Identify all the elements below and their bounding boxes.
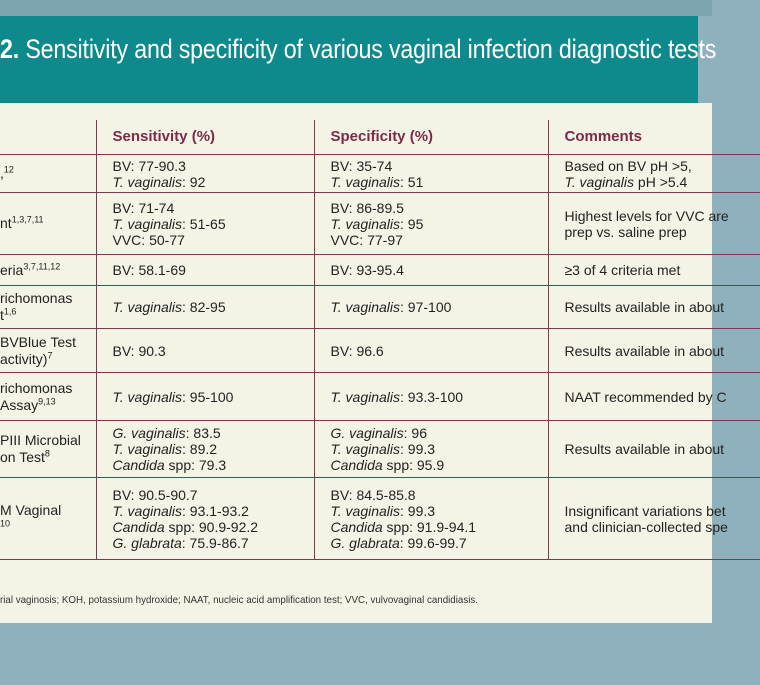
sensitivity-cell [96, 155, 314, 193]
specificity-label: BV: [330, 157, 357, 174]
specificity-label: Candida [330, 457, 383, 473]
table-number: 2. [0, 34, 20, 64]
sensitivity-cell [96, 478, 314, 560]
sensitivity-line: T. vaginalis: 82-95 [112, 299, 226, 315]
comments-cell [548, 193, 760, 255]
sensitivity-label: BV: [112, 486, 139, 503]
test-name-line: eria$^{3,7,11,12}$ [0, 260, 61, 278]
specificity-label: G. glabrata [330, 534, 400, 551]
comments-line: Results available in about [564, 441, 725, 457]
specificity-cell [314, 478, 548, 560]
table-title [0, 34, 717, 65]
specificity-label: T. vaginalis [330, 502, 401, 519]
specificity-line: T. vaginalis: 97-100 [330, 299, 452, 315]
specificity-label: BV: [330, 486, 357, 503]
sensitivity-label: T. vaginalis [112, 502, 183, 519]
comments-line: prep vs. saline prep [564, 223, 687, 240]
comments-line: ≥3 of 4 criteria met [564, 262, 681, 278]
sensitivity-label: VVC: [112, 231, 150, 248]
comments-line: NAAT recommended by C [564, 388, 727, 405]
comments-line: Results available in about [564, 299, 725, 315]
reference-superscript: 1,6 [3, 306, 17, 317]
sensitivity-cell [96, 421, 314, 478]
comments-line: T. vaginalis pH >5.4 [564, 173, 688, 190]
test-name-line: on Test$^8$ [0, 448, 50, 465]
comments-line: Based on BV pH >5, [564, 157, 692, 174]
test-name-cell [0, 255, 96, 286]
specificity-label: T. vaginalis [330, 215, 401, 232]
test-name-cell [0, 373, 96, 421]
sensitivity-label: T. vaginalis [112, 441, 183, 457]
test-name-line: activity)$^7$ [0, 349, 53, 367]
col-header-specificity: Specificity (%) [314, 120, 548, 155]
test-name-line [0, 519, 96, 536]
sensitivity-label: T. vaginalis [112, 388, 183, 405]
specificity-line: G. vaginalis: 96 [330, 425, 428, 441]
table-row [0, 478, 760, 560]
reference-superscript: 3,7,11,12 [23, 260, 61, 271]
test-name-line: richomonas [0, 290, 73, 306]
sensitivity-line: T. vaginalis: 92 [112, 173, 206, 190]
specificity-label: T. vaginalis [330, 388, 401, 405]
specificity-line: BV: 84.5-85.8 [330, 486, 416, 503]
sensitivity-line: BV: 90.3 [112, 342, 166, 359]
specificity-cell [314, 255, 548, 286]
test-name-cell [0, 286, 96, 329]
sensitivity-label: BV: [112, 342, 139, 359]
test-name-cell [0, 421, 96, 478]
col-header-comments: Comments [548, 120, 760, 155]
sensitivity-line: BV: 90.5-90.7 [112, 486, 198, 503]
sensitivity-line: T. vaginalis: 95-100 [112, 388, 234, 405]
table-row [0, 421, 760, 478]
comments-cell [548, 155, 760, 193]
reference-superscript: 1,3,7,11 [11, 214, 44, 225]
sensitivity-label: T. vaginalis [112, 299, 183, 315]
comments-line: Highest levels for VVC are [564, 207, 729, 224]
test-name-line: ,$^{12}$ [0, 164, 14, 181]
comments-line: and clinician-collected spe [564, 518, 728, 535]
test-name-cell [0, 193, 96, 255]
specificity-label: T. vaginalis [330, 299, 401, 315]
sensitivity-label: T. vaginalis [112, 173, 183, 190]
comments-line: Results available in about [564, 342, 725, 359]
specificity-cell [314, 329, 548, 373]
table-row [0, 193, 760, 255]
test-name-cell [0, 329, 96, 373]
specificity-label: Candida [330, 518, 383, 535]
comments-cell [548, 478, 760, 560]
comments-cell [548, 329, 760, 373]
top-band [0, 0, 712, 16]
reference-superscript: 10 [0, 517, 11, 528]
specificity-line: BV: 93-95.4 [330, 262, 404, 278]
sensitivity-line: G. vaginalis: 83.5 [112, 425, 221, 441]
specificity-line: T. vaginalis: 99.3 [330, 502, 436, 519]
sensitivity-label: BV: [112, 199, 139, 216]
specificity-cell [314, 193, 548, 255]
col-header-sensitivity: Sensitivity (%) [96, 120, 314, 155]
table-row [0, 286, 760, 329]
sensitivity-label: T. vaginalis [112, 215, 183, 232]
specificity-label: T. vaginalis [330, 173, 401, 190]
specificity-label: BV: [330, 199, 357, 216]
specificity-cell [314, 421, 548, 478]
table-row [0, 373, 760, 421]
sensitivity-label: BV: [112, 157, 139, 174]
specificity-line: T. vaginalis: 93.3-100 [330, 388, 464, 405]
specificity-label: G. vaginalis [330, 425, 404, 441]
table-row [0, 155, 760, 193]
comments-cell [548, 286, 760, 329]
sensitivity-line: Candida spp: 79.3 [112, 457, 227, 473]
sensitivity-cell [96, 329, 314, 373]
specificity-line: Candida spp: 91.9-94.1 [330, 518, 477, 535]
footnote: rial vaginosis; KOH, potassium hydroxide; NAAT, nucleic acid amplification test; VVC, vulvovaginal candidiasis. [0, 594, 478, 606]
sensitivity-label: Candida [112, 518, 165, 535]
comments-cell [548, 421, 760, 478]
sensitivity-label: G. glabrata [112, 534, 182, 551]
sensitivity-label: G. vaginalis [112, 425, 186, 441]
table-title-text: Sensitivity and specificity of various vaginal infection diagnostic tests [25, 34, 717, 64]
comments-line: Insignificant variations bet [564, 502, 726, 519]
reference-superscript: 9,13 [38, 395, 56, 406]
specificity-cell [314, 373, 548, 421]
test-name-line: PIII Microbial [0, 432, 81, 448]
sensitivity-line: BV: 71-74 [112, 199, 175, 216]
diagnostic-tests-table [0, 120, 760, 560]
sensitivity-cell [96, 255, 314, 286]
reference-superscript: 12 [3, 164, 14, 175]
specificity-line: VVC: 77-97 [330, 231, 403, 248]
comments-cell [548, 255, 760, 286]
specificity-line: Candida spp: 95.9 [330, 457, 445, 473]
specificity-label: BV: [330, 262, 357, 278]
specificity-line: T. vaginalis: 99.3 [330, 441, 436, 457]
test-name-line: richomonas [0, 379, 73, 396]
specificity-line: BV: 96.6 [330, 342, 384, 359]
reference-superscript: 7 [47, 349, 53, 360]
specificity-line: T. vaginalis: 95 [330, 215, 424, 232]
specificity-cell [314, 155, 548, 193]
specificity-line: BV: 35-74 [330, 157, 393, 174]
specificity-line: T. vaginalis: 51 [330, 173, 424, 190]
test-name-line: BVBlue Test [0, 333, 77, 350]
sensitivity-line: Candida spp: 90.9-92.2 [112, 518, 259, 535]
sensitivity-line: T. vaginalis: 89.2 [112, 441, 218, 457]
test-name-line: $t^{1,6}$ [0, 306, 17, 323]
test-name-cell [0, 155, 96, 193]
specificity-label: BV: [330, 342, 357, 359]
specificity-line: G. glabrata: 99.6-99.7 [330, 534, 467, 551]
sensitivity-line: BV: 77-90.3 [112, 157, 186, 174]
reference-superscript: 8 [44, 448, 50, 459]
bottom-band [0, 623, 712, 685]
sensitivity-label: BV: [112, 262, 139, 278]
sensitivity-line: G. glabrata: 75.9-86.7 [112, 534, 249, 551]
sensitivity-line: BV: 58.1-69 [112, 262, 186, 278]
sensitivity-cell [96, 193, 314, 255]
sensitivity-line: T. vaginalis: 51-65 [112, 215, 226, 232]
header-row [0, 120, 760, 155]
specificity-line: BV: 86-89.5 [330, 199, 404, 216]
test-name-line: Assay$^{9,13}$ [0, 395, 56, 413]
test-name-line: M Vaginal [0, 501, 62, 518]
table-row [0, 255, 760, 286]
sensitivity-line: T. vaginalis: 93.1-93.2 [112, 502, 249, 519]
sensitivity-cell [96, 286, 314, 329]
sensitivity-cell [96, 373, 314, 421]
specificity-label: VVC: [330, 231, 368, 248]
table-row [0, 329, 760, 373]
test-name-line: nt$^{1,3,7,11}$ [0, 214, 44, 231]
specificity-label: T. vaginalis [330, 441, 401, 457]
col-header-test [0, 120, 96, 155]
comments-label: T. vaginalis [564, 173, 635, 190]
sensitivity-line: VVC: 50-77 [112, 231, 185, 248]
test-name-cell [0, 478, 96, 560]
sensitivity-label: Candida [112, 457, 165, 473]
specificity-cell [314, 286, 548, 329]
comments-cell [548, 373, 760, 421]
